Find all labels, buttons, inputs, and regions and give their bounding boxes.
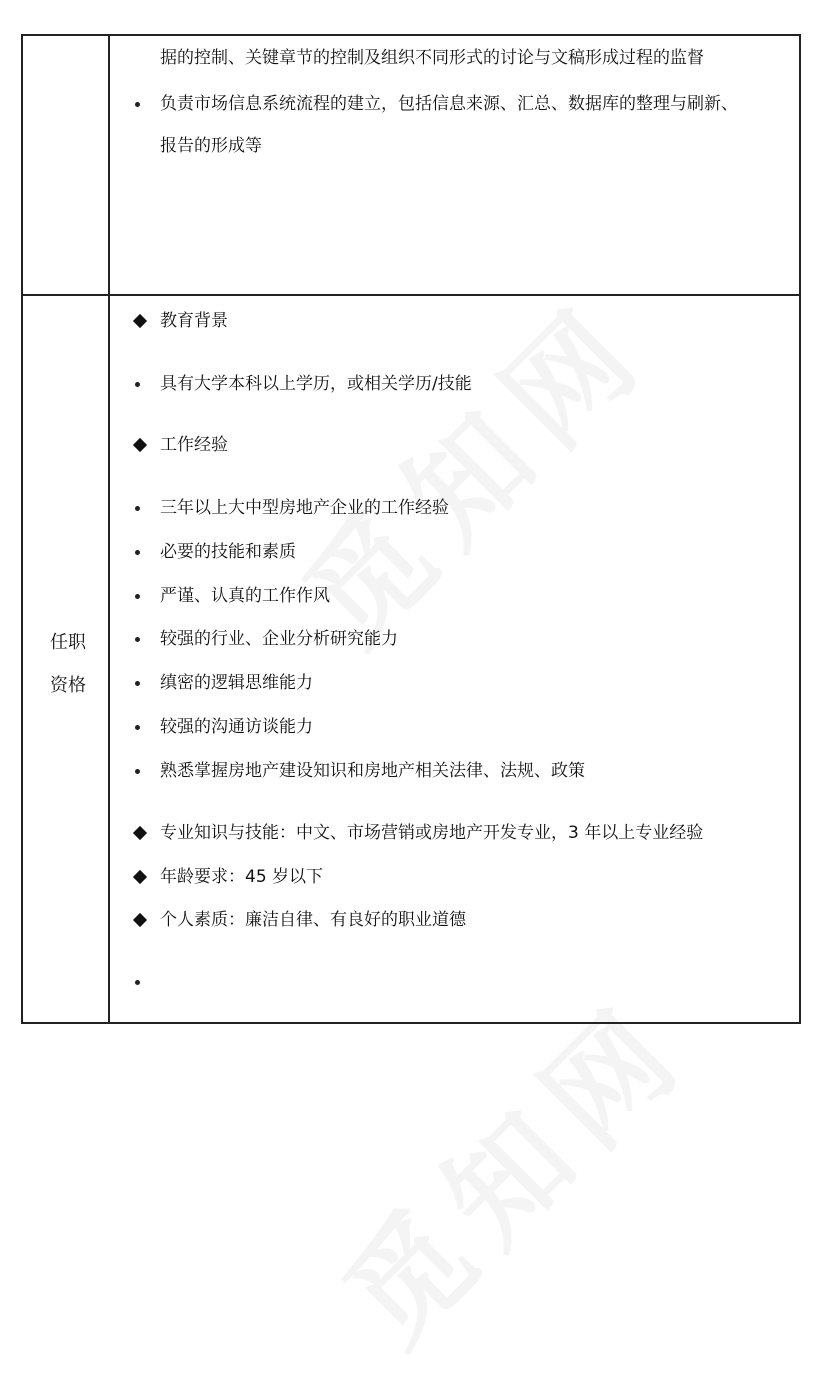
bullet-dot <box>135 550 140 555</box>
education-heading: 教育背景 <box>160 311 228 331</box>
experience-item: 较强的沟通访谈能力 <box>160 717 313 737</box>
bullet-text: 负责市场信息系统流程的建立，包括信息来源、汇总、数据库的整理与刷新、 <box>160 94 738 114</box>
education-item: 具有大学本科以上学历，或相关学历/技能 <box>160 374 472 394</box>
bullet-dot <box>135 637 140 642</box>
bullet-text-continuation: 报告的形成等 <box>160 136 262 156</box>
experience-item: 较强的行业、企业分析研究能力 <box>160 629 398 649</box>
row-divider <box>21 294 801 296</box>
bullet-dot <box>135 382 140 387</box>
experience-item: 缜密的逻辑思维能力 <box>160 673 313 693</box>
bullet-dot <box>135 102 140 107</box>
bullet-dot <box>135 594 140 599</box>
quality-text: 个人素质：廉洁自律、有良好的职业道德 <box>160 910 466 930</box>
experience-heading: 工作经验 <box>160 435 228 455</box>
bullet-dot <box>135 506 140 511</box>
column-divider <box>108 34 110 1024</box>
empty-bullet-dot <box>135 980 140 985</box>
bullet-dot <box>135 725 140 730</box>
experience-item: 严谨、认真的工作作风 <box>160 586 330 606</box>
continuation-text: 据的控制、关键章节的控制及组织不同形式的讨论与文稿形成过程的监督 <box>160 48 704 68</box>
experience-item: 熟悉掌握房地产建设知识和房地产相关法律、法规、政策 <box>160 761 585 781</box>
experience-item: 三年以上大中型房地产企业的工作经验 <box>160 498 449 518</box>
row-label-line1: 任职 <box>50 632 86 653</box>
bullet-dot <box>135 681 140 686</box>
experience-item: 必要的技能和素质 <box>160 542 296 562</box>
age-text: 年龄要求：45 岁以下 <box>160 867 324 887</box>
row-label-line2: 资格 <box>50 675 86 696</box>
expertise-text: 专业知识与技能：中文、市场营销或房地产开发专业，3 年以上专业经验 <box>160 823 704 843</box>
bullet-dot <box>135 769 140 774</box>
